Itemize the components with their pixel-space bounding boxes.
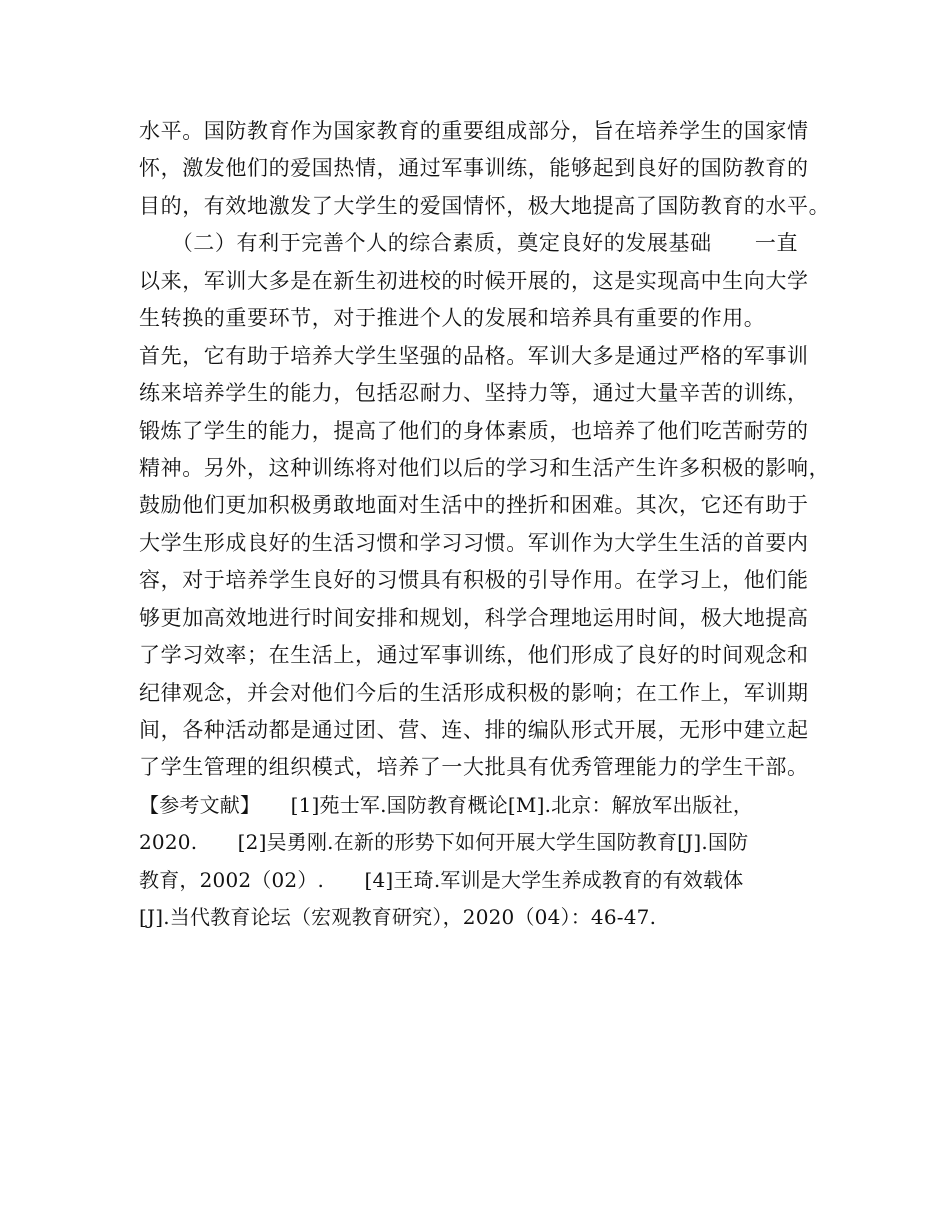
references-line: [J].当代教育论坛（宏观教育研究），2020（04）：46-47. [139, 905, 657, 930]
section-heading-line: （二）有利于完善个人的综合素质，奠定良好的发展基础 一直 [139, 231, 799, 256]
text-line: 锻炼了学生的能力，提高了他们的身体素质，也培养了他们吃苦耐劳的 [139, 418, 809, 443]
text-line: 鼓励他们更加积极勇敢地面对生活中的挫折和困难。其次，它还有助于 [139, 493, 809, 518]
text-line: 容，对于培养学生良好的习惯具有积极的引导作用。在学习上，他们能 [139, 568, 809, 593]
text-line: 大学生形成良好的生活习惯和学习习惯。军训作为大学生生活的首要内 [139, 530, 809, 555]
text-line: 间，各种活动都是通过团、营、连、排的编队形式开展，无形中建立起 [139, 718, 809, 742]
text-line: 水平。国防教育作为国家教育的重要组成部分，旨在培养学生的国家情 [139, 119, 809, 143]
text-line: 精神。另外，这种训练将对他们以后的学习和生活产生许多积极的影响， [139, 455, 831, 480]
text-line: 目的，有效地激发了大学生的爱国情怀，极大地提高了国防教育的水平。 [139, 193, 831, 218]
text-line: 了学生管理的组织模式，培养了一大批具有优秀管理能力的学生干部。 [139, 755, 809, 780]
text-line: 怀，激发他们的爱国热情，通过军事训练，能够起到良好的国防教育的 [139, 156, 809, 181]
text-line: 练来培养学生的能力，包括忍耐力、坚持力等，通过大量辛苦的训练， [139, 381, 809, 406]
text-line: 以来，军训大多是在新生初进校的时候开展的，这是实现高中生向大学 [139, 268, 809, 293]
references-line: 2020. [2]吴勇刚.在新的形势下如何开展大学生国防教育[J].国防 [139, 830, 749, 855]
text-line: 生转换的重要环节，对于推进个人的发展和培养具有重要的作用。 [139, 306, 766, 331]
text-line: 纪律观念，并会对他们今后的生活形成积极的影响；在工作上，军训期 [139, 680, 809, 705]
references-line: 【参考文献】 [1]苑士军.国防教育概论[M].北京：解放军出版社， [139, 792, 754, 817]
body-text [139, 113, 829, 937]
text-line: 够更加高效地进行时间安排和规划，科学合理地运用时间，极大地提高 [139, 605, 809, 630]
references-line: 教育，2002（02）. [4]王琦.军训是大学生养成教育的有效载体 [139, 867, 744, 892]
text-line: 首先，它有助于培养大学生坚强的品格。军训大多是通过严格的军事训 [139, 343, 809, 368]
text-line: 了学习效率；在生活上，通过军事训练，他们形成了良好的时间观念和 [139, 643, 809, 668]
